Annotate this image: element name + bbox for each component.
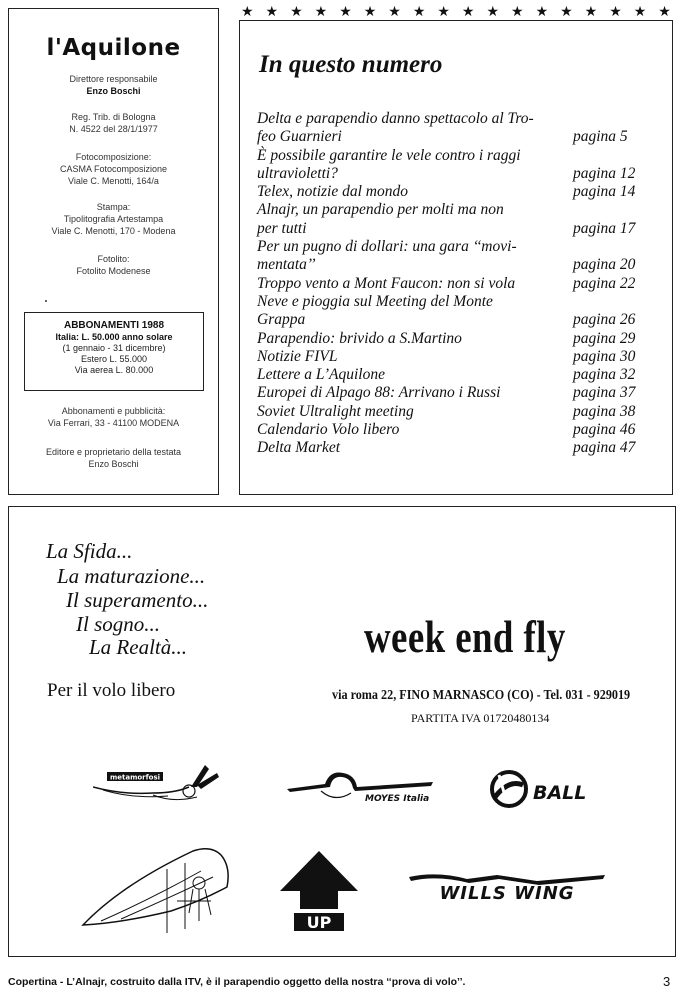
printing-line: Stampa: xyxy=(96,202,131,212)
advertising-line: Abbonamenti e pubblicità: xyxy=(61,406,166,416)
toc-row xyxy=(257,201,657,219)
toc-row xyxy=(257,165,657,183)
willswing-logo xyxy=(407,869,607,905)
toc-title: feo Guarnieri xyxy=(257,128,342,146)
brand-address: via roma 22, FINO MARNASCO (CO) - Tel. 031 - 929019 xyxy=(332,687,631,702)
toc-row xyxy=(257,403,657,421)
registration-line: N. 4522 del 28/1/1977 xyxy=(69,124,158,134)
toc-page: pagina 29 xyxy=(573,329,636,347)
willswing-wordmark: WILLS WING xyxy=(439,883,575,904)
star-icon: ★ xyxy=(609,3,622,19)
slogan-line: Il superamento... xyxy=(66,588,209,612)
toc-row xyxy=(257,384,657,402)
toc-page xyxy=(573,201,657,219)
toc-row xyxy=(257,421,657,439)
star-icon: ★ xyxy=(437,3,450,19)
typesetting-block xyxy=(9,151,218,187)
toc-row xyxy=(257,439,657,457)
toc-page xyxy=(573,293,657,311)
star-icon: ★ xyxy=(633,3,647,19)
toc-row xyxy=(257,256,657,274)
toc-page: pagina 14 xyxy=(573,183,636,201)
photolith-line: Fotolito Modenese xyxy=(76,266,151,276)
toc-page: pagina 30 xyxy=(573,347,636,365)
toc-page: pagina 38 xyxy=(573,402,636,420)
printing-line: Viale C. Menotti, 170 - Modena xyxy=(51,226,176,236)
toc-title: Notizie FIVL xyxy=(257,347,338,365)
toc-title: mentata’’ xyxy=(257,256,316,274)
toc-title: È possibile garantire le vele contro i raggi xyxy=(257,146,521,164)
photolith-block xyxy=(9,253,218,277)
ball-wordmark: BALL xyxy=(533,782,587,804)
toc-page xyxy=(573,238,657,256)
toc-row xyxy=(257,293,657,311)
toc-title: Delta Market xyxy=(257,439,341,457)
cover-caption: Copertina - L’Alnajr, costruito dalla ITV, è il parapendio oggetto della nostra ‘‘prova di volo’’. xyxy=(8,976,466,988)
toc-row xyxy=(257,110,657,128)
toc-title: Troppo vento a Mont Faucon: non si vola xyxy=(257,274,516,292)
publisher-block xyxy=(9,446,218,470)
moyes-wordmark: MOYES Italia xyxy=(365,794,430,804)
toc-title: Europei di Alpago 88: Arrivano i Russi xyxy=(257,384,501,402)
contents-box xyxy=(239,20,673,495)
toc-row xyxy=(257,147,657,165)
contents-heading: In questo numero xyxy=(259,51,443,78)
moyes-logo xyxy=(285,765,435,811)
toc-page: pagina 32 xyxy=(573,366,636,384)
subscriptions-period: (1 gennaio - 31 dicembre) xyxy=(62,343,166,353)
toc-row xyxy=(257,311,657,329)
toc-title: per tutti xyxy=(257,219,307,237)
toc-title: Calendario Volo libero xyxy=(257,421,400,439)
toc-page: pagina 12 xyxy=(573,164,636,182)
star-icon: ★ xyxy=(339,3,352,19)
brand-name: week end fly xyxy=(364,612,566,662)
slogan-line: La maturazione... xyxy=(57,564,206,588)
toc-title: Delta e parapendio danno spettacolo al Tro- xyxy=(257,110,534,127)
toc-title: Neve e pioggia sul Meeting del Monte xyxy=(257,292,493,310)
toc-title: Parapendio: brivido a S.Martino xyxy=(257,329,462,347)
toc-title: Per un pugno di dollari: una gara ‘‘movi- xyxy=(257,238,517,256)
toc-row xyxy=(257,366,657,384)
slogan-line: La Realtà... xyxy=(89,635,187,659)
star-icon: ★ xyxy=(388,3,401,19)
toc-row xyxy=(257,128,657,146)
star-icon: ★ xyxy=(461,3,475,19)
star-icon: ★ xyxy=(658,3,671,19)
toc-page: pagina 26 xyxy=(573,311,636,329)
stars-border xyxy=(239,2,673,20)
vat-number: PARTITA IVA 01720480134 xyxy=(411,711,550,725)
registration-block xyxy=(9,111,218,135)
star-icon: ★ xyxy=(584,3,598,19)
toc-page xyxy=(573,147,657,165)
advertising-line: Via Ferrari, 33 - 41100 MODENA xyxy=(47,418,180,428)
metamorfosi-wordmark: metamorfosi xyxy=(109,773,161,782)
hang-glider-illustration xyxy=(81,841,241,941)
star-icon: ★ xyxy=(511,3,524,19)
metamorfosi-logo xyxy=(93,759,223,811)
toc-title: Soviet Ultralight meeting xyxy=(257,402,414,420)
up-wordmark: UP xyxy=(306,913,332,932)
star-icon: ★ xyxy=(560,3,573,19)
star-icon: ★ xyxy=(265,3,279,19)
slogan-line: La Sfida... xyxy=(46,539,133,563)
toc-page: pagina 37 xyxy=(573,384,636,402)
toc-page: pagina 20 xyxy=(573,256,636,274)
director-block xyxy=(9,73,218,97)
page-number: 3 xyxy=(663,974,671,989)
publisher-line: Enzo Boschi xyxy=(88,459,139,469)
typesetting-line: Fotocomposizione: xyxy=(75,152,152,162)
star-icon: ★ xyxy=(486,3,500,19)
toc-title: Grappa xyxy=(257,311,306,329)
advertising-block xyxy=(9,405,218,429)
magazine-logo: l'Aquilone xyxy=(46,35,181,61)
subscriptions-airmail: Via aerea L. 80.000 xyxy=(74,365,154,375)
advertisement-box xyxy=(8,506,676,957)
star-icon: ★ xyxy=(535,3,549,19)
registration-line: Reg. Trib. di Bologna xyxy=(71,112,156,122)
subscriptions-italy: Italia: L. 50.000 anno solare xyxy=(55,332,173,342)
toc-title: Lettere a L’Aquilone xyxy=(257,366,385,384)
toc-title: ultravioletti? xyxy=(257,164,338,182)
typesetting-line: Viale C. Menotti, 164/a xyxy=(68,176,159,186)
star-icon: ★ xyxy=(241,3,254,19)
star-icon: ★ xyxy=(412,3,426,19)
subscriptions-title: ABBONAMENTI 1988 xyxy=(63,320,165,331)
slogan-line: Il sogno... xyxy=(76,612,160,636)
toc-page: pagina 47 xyxy=(573,439,636,457)
star-icon: ★ xyxy=(363,3,377,19)
toc-page: pagina 46 xyxy=(573,421,636,439)
toc-page xyxy=(573,110,657,128)
subscriptions-abroad: Estero L. 55.000 xyxy=(80,354,148,364)
up-logo xyxy=(280,851,358,933)
table-of-contents xyxy=(257,110,657,458)
director-label: Direttore responsabile xyxy=(69,74,158,84)
toc-page: pagina 5 xyxy=(573,128,628,146)
toc-title: Telex, notizie dal mondo xyxy=(257,183,408,201)
star-icon: ★ xyxy=(314,3,328,19)
printing-block xyxy=(9,201,218,237)
tagline: Per il volo libero xyxy=(47,680,176,701)
masthead-box xyxy=(8,8,219,495)
subscriptions-box xyxy=(24,312,204,391)
toc-row xyxy=(257,348,657,366)
star-icon: ★ xyxy=(290,3,303,19)
toc-page: pagina 22 xyxy=(573,274,636,292)
toc-row xyxy=(257,330,657,348)
ball-logo xyxy=(485,767,615,813)
toc-row xyxy=(257,220,657,238)
photolith-line: Fotolito: xyxy=(97,254,130,264)
publisher-line: Editore e proprietario della testata xyxy=(45,447,182,457)
toc-title: Alnajr, un parapendio per molti ma non xyxy=(257,201,504,219)
typesetting-line: CASMA Fotocomposizione xyxy=(59,164,168,174)
printing-line: Tipolitografia Artestampa xyxy=(63,214,164,224)
director-name: Enzo Boschi xyxy=(86,86,141,96)
toc-row xyxy=(257,183,657,201)
separator-dot xyxy=(45,300,47,302)
toc-row xyxy=(257,275,657,293)
toc-row xyxy=(257,238,657,256)
toc-page: pagina 17 xyxy=(573,219,636,237)
